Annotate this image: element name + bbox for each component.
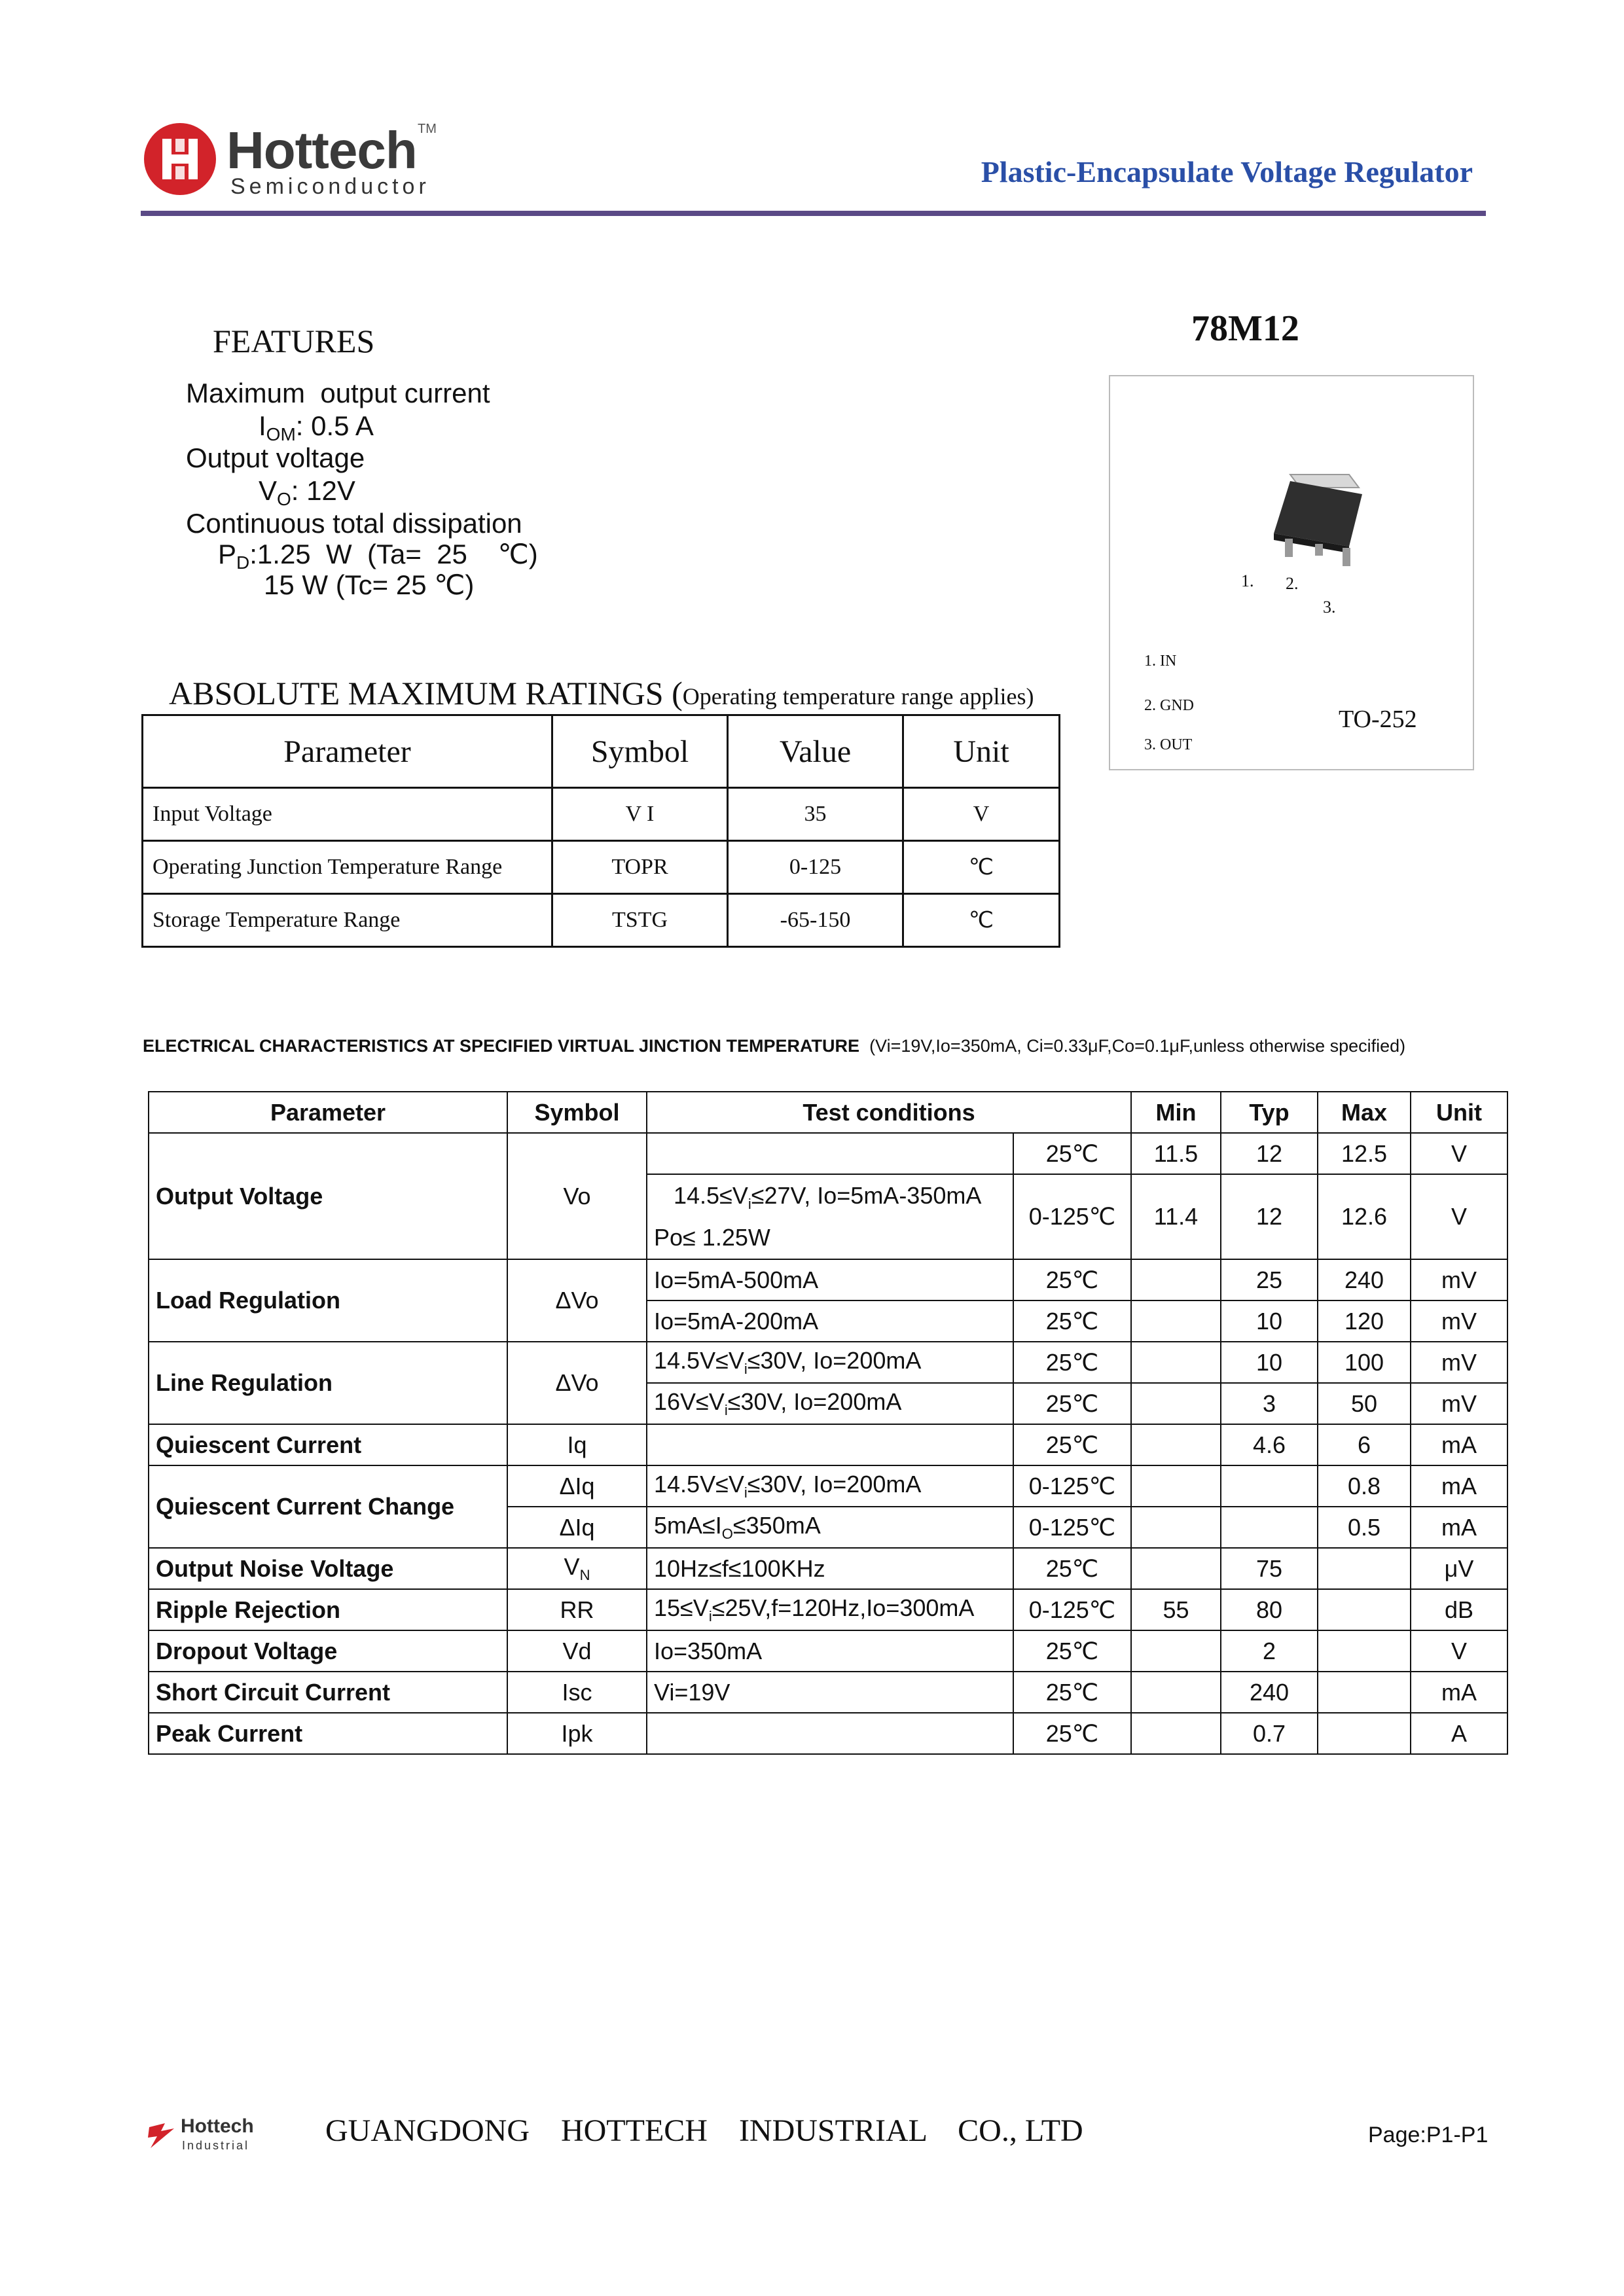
min-cell: 55 [1131,1589,1221,1630]
pin-label-gnd: 2. GND [1144,697,1194,714]
condition-cell: Vi=19V [647,1672,1013,1713]
symbol-cell: Iq [507,1424,647,1465]
feature-line: Maximum output current [186,378,490,408]
param-cell: Short Circuit Current [149,1672,507,1713]
temp-cell: 0-125℃ [1013,1465,1131,1507]
table-row [149,1548,1507,1589]
pin-marker-2: 2. [1286,574,1299,593]
temp-cell: 25℃ [1013,1300,1131,1342]
typ-cell: 10 [1221,1300,1318,1342]
unit-cell: ℃ [903,841,1060,894]
param-cell: Output Noise Voltage [149,1548,507,1589]
max-cell: 120 [1318,1300,1411,1342]
company-name: GUANGDONG HOTTECH INDUSTRIAL CO., LTD [325,2113,1083,2148]
table-row [149,1713,1507,1754]
max-cell [1318,1630,1411,1672]
unit-cell: mA [1411,1465,1507,1507]
min-cell: 11.4 [1131,1174,1221,1259]
min-cell [1131,1507,1221,1548]
trademark-mark: TM [418,122,437,136]
condition-cell: 10Hz≤f≤100KHz [647,1548,1013,1589]
condition-cell [647,1713,1013,1754]
pin-marker-3: 3. [1323,598,1336,617]
min-cell [1131,1465,1221,1507]
param-cell: Input Voltage [143,788,552,841]
column-header: Test conditions [647,1092,1131,1133]
min-cell [1131,1383,1221,1424]
max-cell: 6 [1318,1424,1411,1465]
typ-cell: 4.6 [1221,1424,1318,1465]
condition-cell: $14.5\le V_i\le 27V$, Io=5mA-350mA Po≤ 1.25W [647,1174,1013,1259]
max-cell: 0.5 [1318,1507,1411,1548]
unit-cell: V [1411,1630,1507,1672]
typ-cell: 2 [1221,1630,1318,1672]
typ-cell [1221,1465,1318,1507]
footer-logo [145,2115,270,2155]
typ-cell [1221,1507,1318,1548]
feature-line: $I_{OM}$: 0.5 A [259,410,374,444]
param-cell: Ripple Rejection [149,1589,507,1630]
column-header: Typ [1221,1092,1318,1133]
pin-label-out: 3. OUT [1144,736,1193,753]
temp-cell: 25℃ [1013,1630,1131,1672]
temp-cell: 25℃ [1013,1548,1131,1589]
table-row [149,1630,1507,1672]
brand-logo [143,115,457,207]
symbol-cell: $V_N$ [507,1548,647,1589]
max-cell: 50 [1318,1383,1411,1424]
max-cell [1318,1672,1411,1713]
symbol-cell: Vo [507,1133,647,1259]
temp-cell: 25℃ [1013,1342,1131,1383]
page-number: Page:P1-P1 [1368,2123,1489,2147]
pin-label-in: 1. IN [1144,653,1177,670]
min-cell [1131,1259,1221,1300]
min-cell [1131,1713,1221,1754]
unit-cell: V [903,788,1060,841]
condition-cell: $5mA\le I_O\le 350mA$ [647,1507,1013,1548]
value-cell: -65-150 [728,894,903,947]
max-cell: 100 [1318,1342,1411,1383]
max-cell [1318,1548,1411,1589]
unit-cell: μV [1411,1548,1507,1589]
column-header: Min [1131,1092,1221,1133]
condition-cell: Io=350mA [647,1630,1013,1672]
symbol-cell: Vd [507,1630,647,1672]
symbol-cell: V I [552,788,728,841]
package-name: TO-252 [1339,706,1417,733]
column-header: Symbol [507,1092,647,1133]
electrical-table [148,1091,1508,1755]
max-cell: 12.6 [1318,1174,1411,1259]
feature-line: Output voltage [186,442,365,473]
column-header: Unit [903,715,1060,788]
max-cell: 12.5 [1318,1133,1411,1174]
unit-cell: ℃ [903,894,1060,947]
typ-cell: 10 [1221,1342,1318,1383]
part-number: 78M12 [1191,308,1299,349]
min-cell [1131,1630,1221,1672]
symbol-cell: TSTG [552,894,728,947]
symbol-cell: TOPR [552,841,728,894]
table-row [149,1133,1507,1174]
condition-cell [647,1424,1013,1465]
table-row [143,894,1060,947]
features-heading: FEATURES [213,323,375,359]
condition-cell: $16V\le V_i\le 30V$, Io=200mA [647,1383,1013,1424]
table-row [149,1424,1507,1465]
min-cell [1131,1342,1221,1383]
typ-cell: 75 [1221,1548,1318,1589]
max-cell: 240 [1318,1259,1411,1300]
temp-cell: 25℃ [1013,1133,1131,1174]
table-row [149,1465,1507,1507]
column-header: Unit [1411,1092,1507,1133]
feature-line: $P_D:1.25$ W (Ta= 25 ℃) [218,539,538,573]
package-diagram [1109,375,1474,770]
unit-cell: V [1411,1133,1507,1174]
symbol-cell: Isc [507,1672,647,1713]
electrical-heading: ELECTRICAL CHARACTERISTICS AT SPECIFIED VIRTUAL JINCTION TEMPERATURE (Vi=19V,Io=350mA, Ci=0.33μF,Co=0.1μF,unless otherwise specified) [143,1036,1406,1056]
abs-max-heading: ABSOLUTE MAXIMUM RATINGS (Operating temperature range applies) [169,675,1034,711]
min-cell [1131,1672,1221,1713]
table-row [149,1342,1507,1383]
unit-cell: mA [1411,1507,1507,1548]
column-header: Parameter [149,1092,507,1133]
column-header: Symbol [552,715,728,788]
column-header: Value [728,715,903,788]
temp-cell: 25℃ [1013,1259,1131,1300]
condition-cell: $15\le V_i\le 25V,f=120Hz,Io=300mA$ [647,1589,1013,1630]
param-cell: Dropout Voltage [149,1630,507,1672]
min-cell [1131,1548,1221,1589]
footer-brand-sub: Industrial [182,2139,250,2152]
table-header-row [143,715,1060,788]
document-title: Plastic-Encapsulate Voltage Regulator [981,155,1473,188]
condition-cell: Io=5mA-500mA [647,1259,1013,1300]
unit-cell: mV [1411,1342,1507,1383]
unit-cell: mA [1411,1424,1507,1465]
temp-cell: 0-125℃ [1013,1589,1131,1630]
table-row [143,788,1060,841]
value-cell: 35 [728,788,903,841]
header-divider [141,211,1486,216]
param-cell: Storage Temperature Range [143,894,552,947]
typ-cell: 25 [1221,1259,1318,1300]
brand-name: Hottech [226,121,417,179]
param-cell: Output Voltage [149,1133,507,1259]
typ-cell: 80 [1221,1589,1318,1630]
symbol-cell: ΔIq [507,1507,647,1548]
column-header: Parameter [143,715,552,788]
typ-cell: 240 [1221,1672,1318,1713]
unit-cell: mV [1411,1259,1507,1300]
typ-cell: 12 [1221,1174,1318,1259]
condition-cell [647,1133,1013,1174]
max-cell: 0.8 [1318,1465,1411,1507]
symbol-cell: ΔVo [507,1342,647,1424]
value-cell: 0-125 [728,841,903,894]
unit-cell: mA [1411,1672,1507,1713]
temp-cell: 25℃ [1013,1713,1131,1754]
unit-cell: A [1411,1713,1507,1754]
param-cell: Peak Current [149,1713,507,1754]
feature-line: $V_O$: 12V [259,475,355,509]
param-cell: Quiescent Current Change [149,1465,507,1548]
table-row [149,1589,1507,1630]
temp-cell: 25℃ [1013,1383,1131,1424]
param-cell: Quiescent Current [149,1424,507,1465]
min-cell: 11.5 [1131,1133,1221,1174]
condition-cell: Io=5mA-200mA [647,1300,1013,1342]
hottech-logo-icon [143,122,217,196]
footer-brand-name: Hottech [181,2115,254,2137]
table-row [149,1259,1507,1300]
min-cell [1131,1424,1221,1465]
max-cell [1318,1713,1411,1754]
typ-cell: 3 [1221,1383,1318,1424]
unit-cell: mV [1411,1383,1507,1424]
temp-cell: 25℃ [1013,1672,1131,1713]
feature-line: 15 W (Tc= 25 ℃) [264,569,475,600]
param-cell: Load Regulation [149,1259,507,1342]
temp-cell: 0-125℃ [1013,1507,1131,1548]
symbol-cell: ΔIq [507,1465,647,1507]
min-cell [1131,1300,1221,1342]
feature-line: Continuous total dissipation [186,508,522,539]
to252-package-icon [1251,461,1382,579]
condition-cell: $14.5V\le V_i\le 30V$, Io=200mA [647,1342,1013,1383]
unit-cell: mV [1411,1300,1507,1342]
param-cell: Line Regulation [149,1342,507,1424]
pin-marker-1: 1. [1241,571,1254,590]
table-row [149,1672,1507,1713]
table-header-row [149,1092,1507,1133]
condition-cell: $14.5V\le V_i\le 30V$, Io=200mA [647,1465,1013,1507]
typ-cell: 0.7 [1221,1713,1318,1754]
hottech-industrial-logo-icon [145,2118,179,2152]
typ-cell: 12 [1221,1133,1318,1174]
brand-subtitle: Semiconductor [230,174,430,199]
table-row [143,841,1060,894]
unit-cell: dB [1411,1589,1507,1630]
symbol-cell: ΔVo [507,1259,647,1342]
temp-cell: 25℃ [1013,1424,1131,1465]
symbol-cell: RR [507,1589,647,1630]
abs-max-table [141,714,1060,948]
unit-cell: V [1411,1174,1507,1259]
temp-cell: 0-125℃ [1013,1174,1131,1259]
symbol-cell: Ipk [507,1713,647,1754]
column-header: Max [1318,1092,1411,1133]
max-cell [1318,1589,1411,1630]
param-cell: Operating Junction Temperature Range [143,841,552,894]
